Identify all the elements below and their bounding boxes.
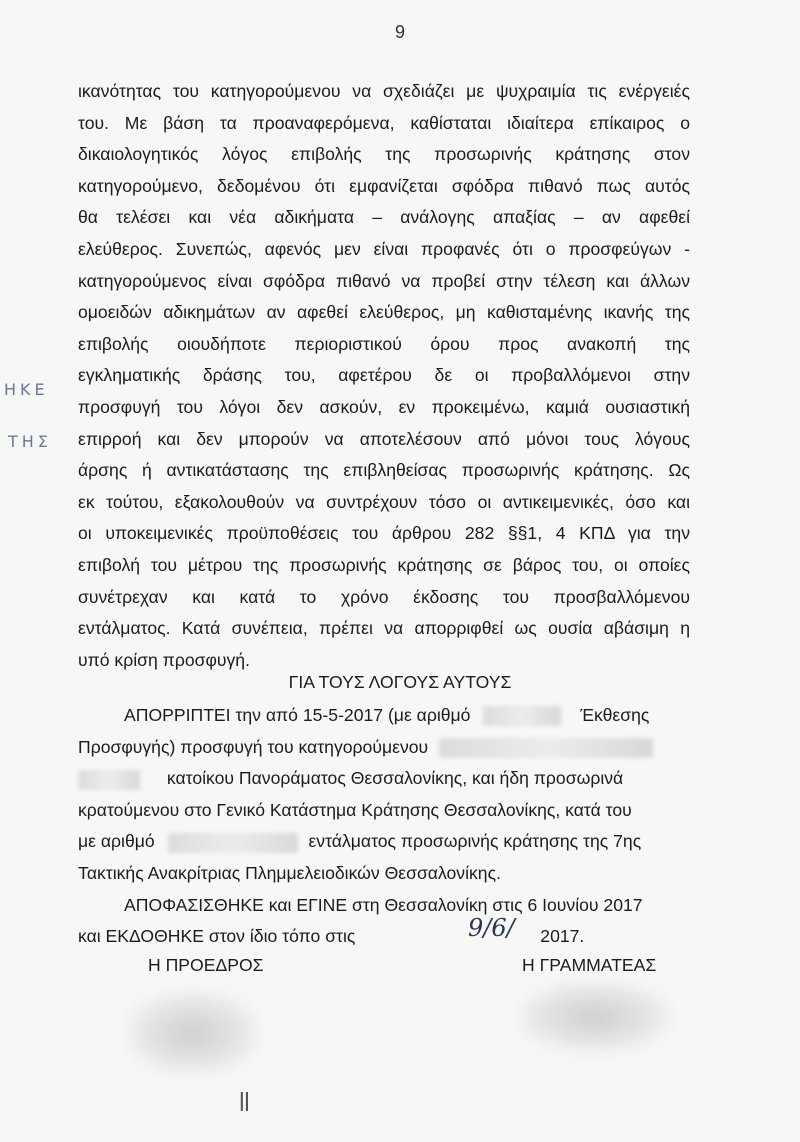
paragraph-line: επιβολής οιουδήποτε περιοριστικού όρου προς ανακοπή της xyxy=(78,333,690,354)
paragraph-line: εκ τούτου, εξακολουθούν να συντρέχουν τόσο οι αντικειμενικές, όσο και xyxy=(78,491,690,512)
ruling-line-4: κρατούμενου στο Γενικό Κατάστημα Κράτησης Θεσσαλονίκης, κατά του xyxy=(78,799,632,820)
ruling-line-6: Τακτικής Ανακρίτριας Πλημμελειοδικών Θεσσαλονίκης. xyxy=(78,862,501,883)
paragraph-line: προσφυγή του λόγοι δεν ασκούν, εν προκειμένω, καμιά ουσιαστική xyxy=(78,396,690,417)
paragraph-line: συνέτρεχαν και κατά το χρόνο έκδοσης του προσβαλλόμενου xyxy=(78,586,690,607)
president-title: Η ΠΡΟΕΔΡΟΣ xyxy=(148,955,264,975)
ruling-text: 2017. xyxy=(540,926,585,947)
paragraph-line: ελεύθερος. Συνεπώς, αφενός μεν είναι προφανές ότι ο προσφεύγων - xyxy=(78,238,690,259)
paragraph-line: δικαιολογητικός λόγος επιβολής της προσωρινής κράτησης στον xyxy=(78,144,690,165)
paragraph-line: ικανότητας του κατηγορούμενου να σχεδιάζει με ψυχραιμία τις ενέργειές xyxy=(78,81,690,101)
ruling-line-8 xyxy=(78,921,690,953)
redacted-number xyxy=(483,706,561,726)
paragraph-line: οι υποκειμενικές προϋποθέσεις του άρθρου 282 §§1, 4 ΚΠΔ για την xyxy=(78,523,690,544)
ruling-text: Έκθεσης xyxy=(580,705,650,725)
ruling-text: εντάλματος προσωρινής κράτησης της 7ης xyxy=(308,831,642,852)
paragraph-line: άρσης ή αντικατάστασης της επιβληθείσας προσωρινής κράτησης. Ως xyxy=(78,460,690,481)
paragraph-line: ομοειδών αδικημάτων αν αφεθεί ελεύθερος, μη καθισταμένης ικανής της xyxy=(78,302,690,323)
reasoning-paragraph xyxy=(78,76,690,676)
pen-mark: ǁ xyxy=(238,1088,251,1118)
margin-note-top: ΗΚΕ xyxy=(4,380,49,399)
paragraph-line: κατηγορούμενος είναι σφόδρα πιθανό να προβεί στην τέλεση και άλλων xyxy=(78,270,690,291)
secretary-signature xyxy=(520,982,670,1052)
paragraph-line: θα τελέσει και νέα αδικήματα – ανάλογης απαξίας – αν αφεθεί xyxy=(78,207,690,228)
ruling-text: κατοίκου Πανοράματος Θεσσαλονίκης, και ήδη προσωρινά xyxy=(166,768,624,789)
ruling-text: ΑΠΟΡΡΙΠΤΕΙ την από 15-5-2017 (με αριθμό xyxy=(124,705,471,725)
ruling-line-1 xyxy=(78,700,690,732)
ruling-text: Προσφυγής) προσφυγή του κατηγορούμενου xyxy=(78,736,429,757)
section-heading: ΓΙΑ ΤΟΥΣ ΛΟΓΟΥΣ ΑΥΤΟΥΣ xyxy=(288,672,512,692)
paragraph-line: του. Με βάση τα προαναφερόμενα, καθίσταται ιδιαίτερα επίκαιρος ο xyxy=(78,112,690,133)
paragraph-line: εντάλματος. Κατά συνέπεια, πρέπει να απορριφθεί ως ουσία αβάσιμη η xyxy=(78,618,690,639)
ruling-line-3 xyxy=(78,763,690,795)
paragraph-line: επιρροή και δεν μπορούν να αποτελέσουν από μόνοι τους λόγους xyxy=(78,428,690,449)
ruling-text: και ΕΚΔΟΘΗΚΕ στον ίδιο τόπο στις xyxy=(78,926,356,947)
paragraph-line: επιβολή του μέτρου της προσωρινής κράτησης σε βάρος του, οι οποίες xyxy=(78,554,690,575)
redacted-warrant-number xyxy=(168,833,298,853)
ruling-section xyxy=(78,700,690,953)
redacted-name xyxy=(439,738,653,758)
paragraph-line: κατηγορούμενο, δεδομένου ότι εμφανίζεται σφόδρα πιθανό πως αυτός xyxy=(78,175,690,196)
handwritten-date: 9/6/ xyxy=(468,914,515,942)
secretary-title: Η ΓΡΑΜΜΑΤΕΑΣ xyxy=(522,955,657,975)
redacted-name xyxy=(78,770,140,790)
ruling-line-5 xyxy=(78,826,690,858)
ruling-text: με αριθμό xyxy=(78,831,155,852)
margin-note-bottom: ΤΗΣ xyxy=(8,432,52,451)
paragraph-line: υπό κρίση προσφυγή. xyxy=(78,649,250,670)
president-signature xyxy=(128,992,258,1074)
ruling-line-2 xyxy=(78,732,690,764)
paragraph-line: εγκληματικής δράσης του, αφετέρου δε οι προβαλλόμενοι στην xyxy=(78,365,690,386)
page-number: 9 xyxy=(394,22,405,42)
ruling-line-7: ΑΠΟΦΑΣΙΣΘΗΚΕ και ΕΓΙΝΕ στη Θεσσαλονίκη στις 6 Ιουνίου 2017 xyxy=(124,894,643,915)
